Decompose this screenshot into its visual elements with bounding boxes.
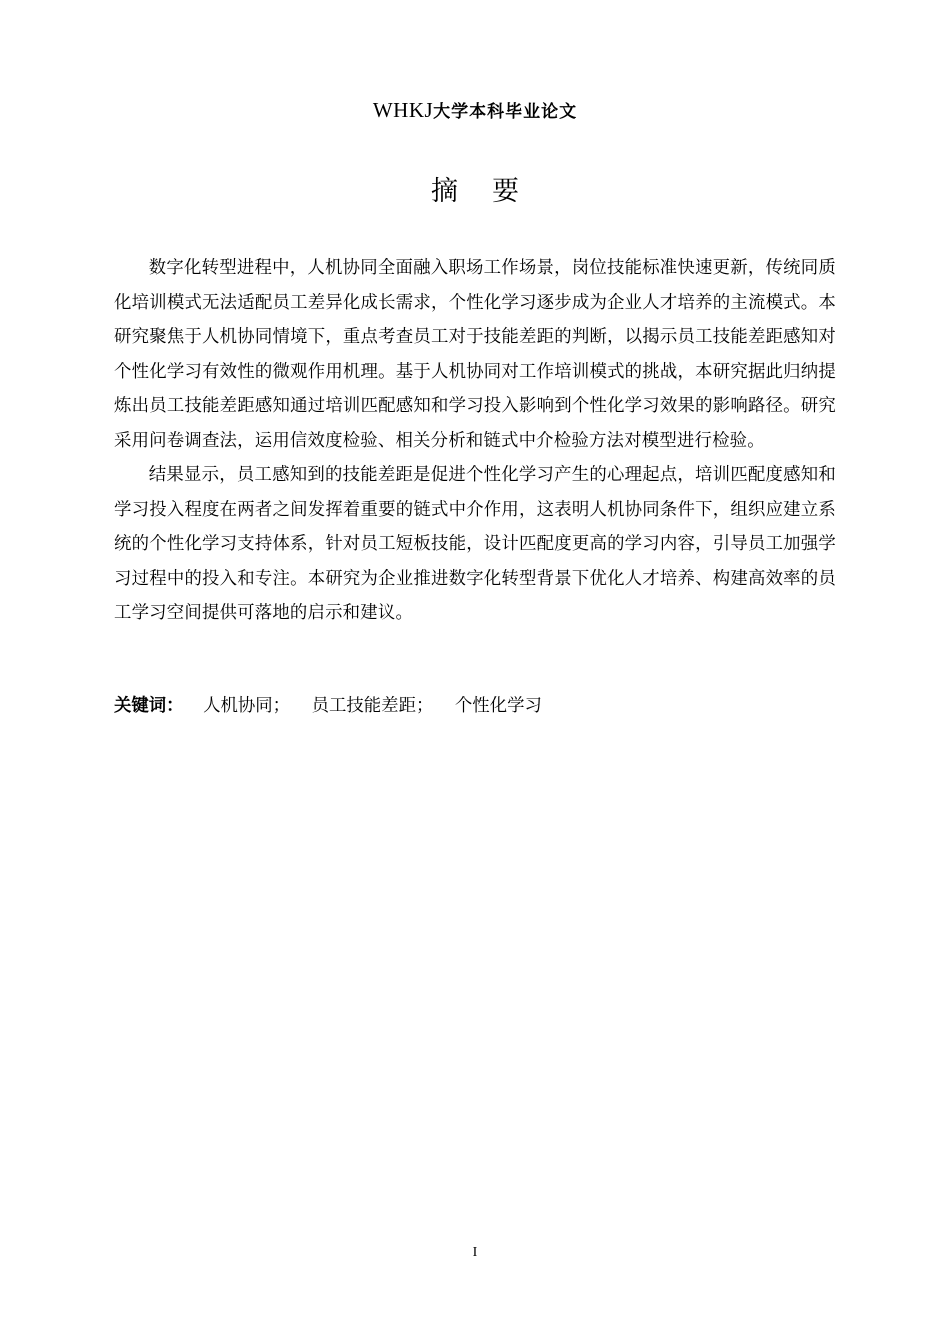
keyword-1: 人机协同；	[203, 696, 291, 716]
header-doc-type: 大学本科毕业论文	[433, 102, 578, 122]
abstract-paragraph-2: 结果显示，员工感知到的技能差距是促进个性化学习产生的心理起点，培训匹配度感知和学习投入程度在两者之间发挥着重要的链式中介作用，这表明人机协同条件下，组织应建立系统的个性化学习支持体系，针对员工短板技能，设计匹配度更高的学习内容，引导员工加强学习过程中的投入和专注。本研究为企业推进数字化转型背景下优化人才培养、构建高效率的员工学习空间提供可落地的启示和建议。	[114, 465, 836, 623]
running-header	[0, 96, 950, 126]
page-number: I	[472, 1245, 478, 1260]
abstract-title	[0, 172, 950, 212]
keywords-line	[114, 689, 836, 723]
abstract-paragraph-1: 数字化转型进程中，人机协同全面融入职场工作场景，岗位技能标准快速更新，传统同质化培训模式无法适配员工差异化成长需求，个性化学习逐步成为企业人才培养的主流模式。本研究聚焦于人机协同情境下，重点考查员工对于技能差距的判断，以揭示员工技能差距感知对个性化学习有效性的微观作用机理。基于人机协同对工作培训模式的挑战，本研究据此归纳提炼出员工技能差距感知通过培训匹配感知和学习投入影响到个性化学习效果的影响路径。研究采用问卷调查法，运用信效度检验、相关分析和链式中介检验方法对模型进行检验。	[114, 258, 836, 451]
keywords-label: 关键词：	[114, 696, 184, 716]
keyword-3: 个性化学习	[454, 696, 542, 716]
header-school-code: WHKJ	[372, 98, 434, 122]
abstract-title-char-1: 摘	[431, 176, 458, 207]
keyword-2: 员工技能差距；	[311, 696, 434, 716]
abstract-body	[114, 251, 836, 631]
abstract-title-char-2: 要	[492, 176, 519, 207]
